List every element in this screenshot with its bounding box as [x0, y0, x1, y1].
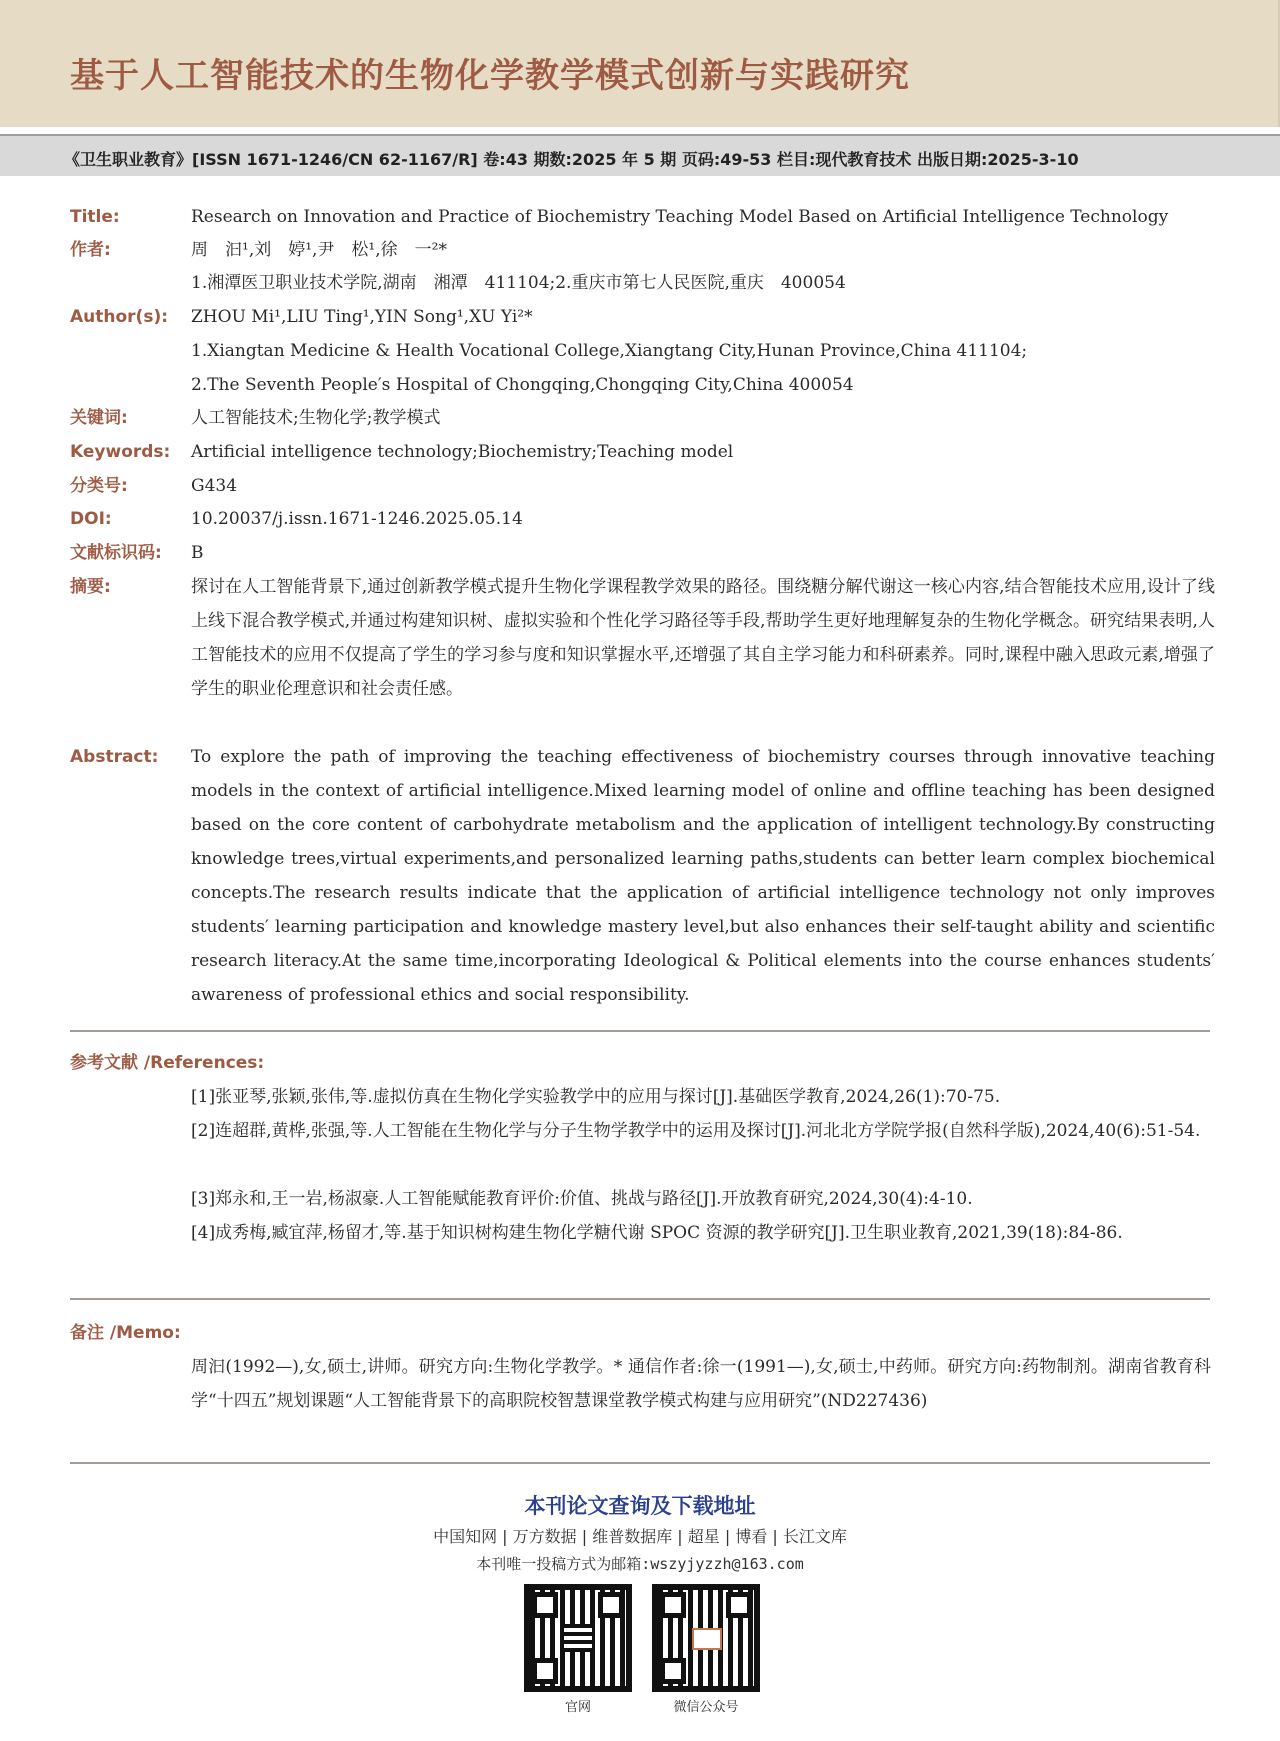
keywords-en-label: Keywords:	[70, 442, 171, 462]
qr-corner	[726, 1592, 752, 1618]
title-band	[0, 0, 1280, 127]
document-code-label: 文献标识码:	[70, 543, 162, 563]
article-title: 基于人工智能技术的生物化学教学模式创新与实践研究	[70, 56, 910, 96]
reference-item: [1]张亚琴,张颖,张伟,等.虚拟仿真在生物化学实验教学中的应用与探讨[J].基础医学教育,2024,26(1):70-75.	[191, 1087, 1001, 1107]
reference-item: [4]成秀梅,臧宜萍,杨留才,等.基于知识树构建生物化学糖代谢 SPOC 资源的教学研究[J].卫生职业教育,2021,39(18):84-86.	[191, 1223, 1123, 1243]
abstract-en-label: Abstract:	[70, 747, 159, 767]
classification-value: G434	[191, 476, 238, 496]
keywords-cn-value: 人工智能技术;生物化学;教学模式	[191, 408, 441, 428]
website-qr-code[interactable]	[524, 1584, 632, 1692]
keywords-cn-label: 关键词:	[70, 408, 128, 428]
qr-corner	[532, 1658, 558, 1684]
memo-text: 周汩(1992—),女,硕士,讲师。研究方向:生物化学教学。* 通信作者:徐一(1991—),女,硕士,中药师。研究方向:药物制剂。湖南省教育科学“十四五”规划课题“人工智能背景下的高职院校智慧课堂教学模式构建与应用研究”(ND227436)	[191, 1357, 1211, 1411]
footer-heading: 本刊论文查询及下载地址	[524, 1494, 756, 1518]
wechat-qr-caption: 微信公众号	[673, 1700, 739, 1715]
reference-item: [2]连超群,黄桦,张强,等.人工智能在生物化学与分子生物学教学中的运用及探讨[J].河北北方学院学报(自然科学版),2024,40(6):51-54.	[191, 1121, 1201, 1141]
authors-en-label: Author(s):	[70, 307, 169, 327]
submission-email[interactable]: 本刊唯一投稿方式为邮箱:wszyjyzzh@163.com	[476, 1555, 804, 1573]
divider	[70, 1298, 1210, 1300]
memo-label: 备注 /Memo:	[70, 1323, 181, 1343]
english-title-label: Title:	[70, 207, 120, 227]
english-title-value: Research on Innovation and Practice of Biochemistry Teaching Model Based on Artificial Intelligence Technology	[191, 207, 1169, 227]
citation-text: 《卫生职业教育》[ISSN 1671-1246/CN 62-1167/R] 卷:43 期数:2025 年 5 期 页码:49-53 栏目:现代教育技术 出版日期:2025-3-10	[64, 150, 1079, 169]
website-qr-caption: 官网	[564, 1700, 591, 1715]
qr-corner	[660, 1592, 686, 1618]
author-value: 周 汩¹,刘 婷¹,尹 松¹,徐 一²*	[191, 240, 447, 260]
divider	[70, 1462, 1210, 1464]
citation-bar	[0, 134, 1280, 176]
wechat-qr-code[interactable]	[652, 1584, 760, 1692]
doi-label: DOI:	[70, 509, 112, 529]
author-label: 作者:	[70, 240, 111, 260]
abstract-en-text: To explore the path of improving the teaching effectiveness of biochemistry courses through innovative teaching models in the context of artificial intelligence.Mixed learning model of online and offline teaching has been designed based on the core content of carbohydrate metabolism and the application of intelligent technology.By constructing knowledge trees,virtual experiments,and personalized learning paths,students can better learn complex biochemical concepts.The research results indicate that the application of artificial intelligence technology not only improves students′ learning participation and knowledge mastery level,but also enhances their self-taught ability and scientific research literacy.At the same time,incorporating Ideological & Political elements into the course enhances students′ awareness of professional ethics and social responsibility.	[191, 747, 1215, 1005]
qr-center	[564, 1624, 592, 1652]
author-affiliation: 1.湘潭医卫职业技术学院,湖南 湘潭 411104;2.重庆市第七人民医院,重庆 400054	[191, 273, 846, 293]
classification-label: 分类号:	[70, 476, 128, 496]
affiliation-en-1: 1.Xiangtan Medicine & Health Vocational College,Xiangtang City,Hunan Province,China 411104;	[191, 341, 1028, 361]
abstract-cn-label: 摘要:	[70, 577, 111, 597]
divider	[70, 1030, 1210, 1032]
journal-logo-icon	[692, 1628, 722, 1650]
qr-corner	[598, 1592, 624, 1618]
reference-item: [3]郑永和,王一岩,杨淑豪.人工智能赋能教育评价:价值、挑战与路径[J].开放教育研究,2024,30(4):4-10.	[191, 1189, 973, 1209]
keywords-en-value: Artificial intelligence technology;Biochemistry;Teaching model	[191, 442, 734, 462]
affiliation-en-2: 2.The Seventh People′s Hospital of Chongqing,Chongqing City,China 400054	[191, 375, 854, 395]
document-code-value: B	[191, 543, 204, 563]
qr-corner	[532, 1592, 558, 1618]
authors-en-value: ZHOU Mi¹,LIU Ting¹,YIN Song¹,XU Yi²*	[191, 307, 533, 327]
abstract-cn-text: 探讨在人工智能背景下,通过创新教学模式提升生物化学课程教学效果的路径。围绕糖分解代谢这一核心内容,结合智能技术应用,设计了线上线下混合教学模式,并通过构建知识树、虚拟实验和个性化学习路径等手段,帮助学生更好地理解复杂的生物化学概念。研究结果表明,人工智能技术的应用不仅提高了学生的学习参与度和知识掌握水平,还增强了其自主学习能力和科研素养。同时,课程中融入思政元素,增强了学生的职业伦理意识和社会责任感。	[191, 577, 1215, 699]
doi-value[interactable]: 10.20037/j.issn.1671-1246.2025.05.14	[191, 509, 523, 529]
references-label: 参考文献 /References:	[70, 1053, 265, 1073]
database-links[interactable]: 中国知网 | 万方数据 | 维普数据库 | 超星 | 博看 | 长江文库	[433, 1527, 847, 1546]
qr-corner	[660, 1658, 686, 1684]
